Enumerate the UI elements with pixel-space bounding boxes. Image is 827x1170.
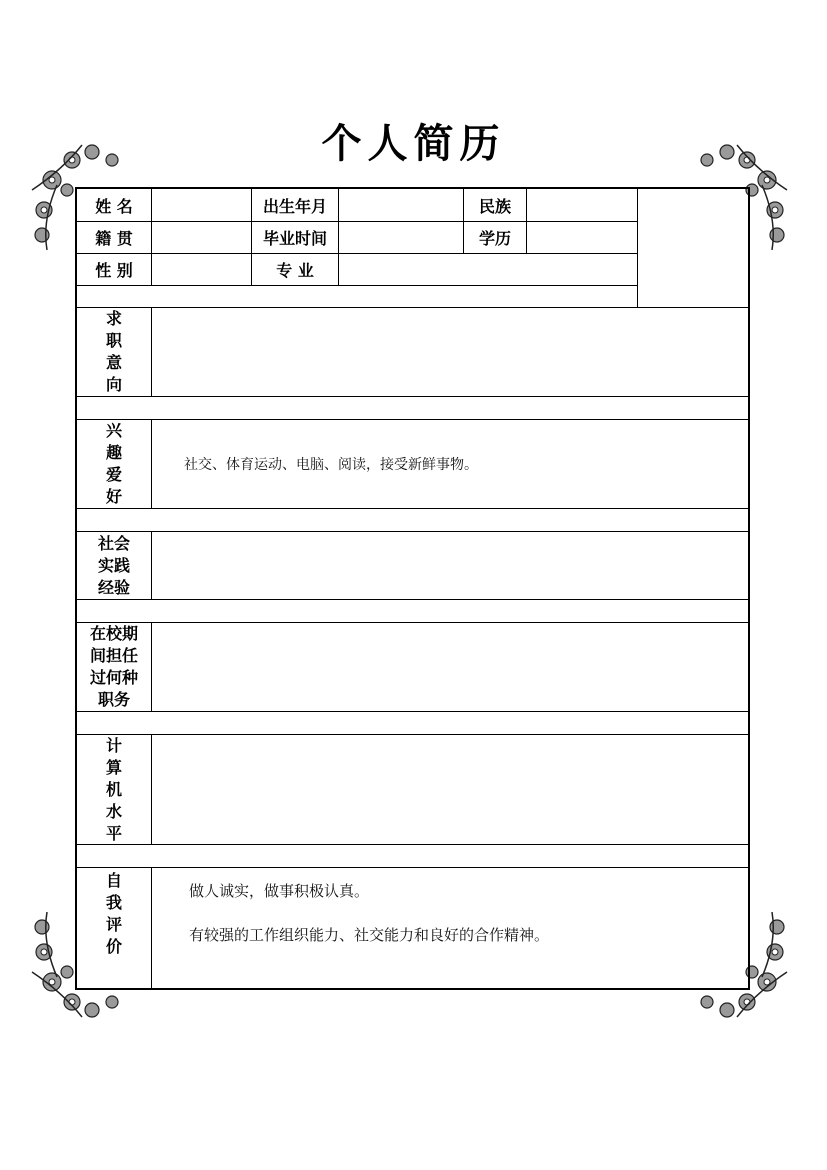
self-evaluation-field[interactable] — [152, 868, 750, 990]
name-label: 姓 名 — [77, 189, 152, 222]
birth-date-field[interactable] — [339, 189, 464, 222]
spacer-row — [77, 845, 750, 868]
native-place-field[interactable] — [152, 222, 252, 254]
native-place-label: 籍 贯 — [77, 222, 152, 254]
computer-skills-field[interactable] — [152, 735, 750, 845]
graduation-date-label: 毕业时间 — [252, 222, 339, 254]
ethnicity-field[interactable] — [527, 189, 638, 222]
campus-positions-label: 在校期 间担任 过何种 职务 — [77, 623, 152, 712]
hobbies-text: 社交、体育运动、电脑、阅读，接受新鲜事物。 — [184, 457, 478, 473]
ethnicity-label: 民族 — [464, 189, 527, 222]
campus-positions-field[interactable] — [152, 623, 750, 712]
resume-form — [75, 187, 750, 990]
education-label: 学历 — [464, 222, 527, 254]
job-intent-label: 求 职 意 向 — [77, 308, 152, 397]
major-field[interactable] — [339, 254, 638, 286]
header-blank-row — [77, 286, 638, 308]
photo-area[interactable] — [638, 189, 750, 308]
education-field[interactable] — [527, 222, 638, 254]
self-evaluation-line-2: 有较强的工作组织能力、社交能力和良好的合作精神。 — [189, 926, 550, 944]
graduation-date-field[interactable] — [339, 222, 464, 254]
page-title: 个人简历 — [321, 120, 506, 167]
social-practice-label: 社会 实践 经验 — [77, 532, 152, 600]
job-intent-field[interactable] — [152, 308, 750, 397]
spacer-row — [77, 600, 750, 623]
major-label: 专 业 — [252, 254, 339, 286]
gender-field[interactable] — [152, 254, 252, 286]
self-evaluation-label: 自 我 评 价 — [77, 868, 152, 990]
hobbies-label: 兴 趣 爱 好 — [77, 420, 152, 509]
gender-label: 性 别 — [77, 254, 152, 286]
spacer-row — [77, 712, 750, 735]
birth-date-label: 出生年月 — [252, 189, 339, 222]
social-practice-field[interactable] — [152, 532, 750, 600]
self-evaluation-line-1: 做人诚实，做事积极认真。 — [189, 882, 370, 900]
spacer-row — [77, 397, 750, 420]
computer-skills-label: 计 算 机 水 平 — [77, 735, 152, 845]
spacer-row — [77, 509, 750, 532]
name-field[interactable] — [152, 189, 252, 222]
hobbies-field[interactable] — [152, 420, 750, 509]
